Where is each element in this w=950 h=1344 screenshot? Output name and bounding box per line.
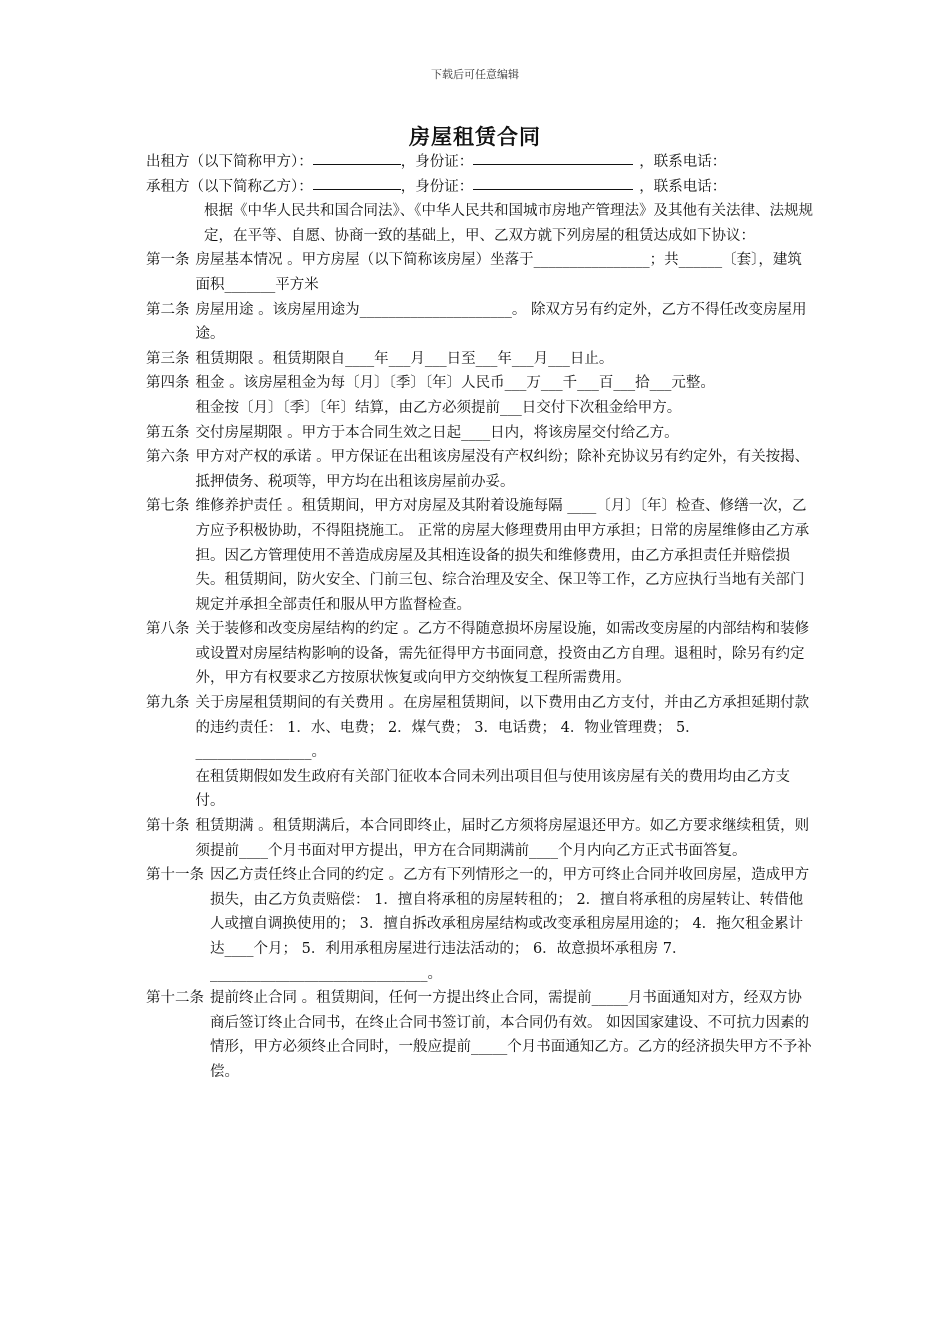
contract-body [146, 150, 816, 1085]
article [146, 814, 816, 863]
article [146, 863, 816, 986]
lessee-name-blank [313, 175, 401, 190]
article-text: 租赁期限 。租赁期限自____年___月___日至___年___月___日止。 [195, 350, 614, 367]
article [146, 421, 816, 446]
document-title: 房屋租赁合同 [409, 124, 541, 149]
lessor-id-blank [473, 150, 633, 165]
header-note: 下载后可任意编辑 [431, 68, 519, 81]
article [146, 248, 816, 297]
article-number: 第四条 [146, 375, 190, 392]
lessor-name-blank [313, 150, 401, 165]
article-text: 甲方对产权的承诺 。甲方保证在出租该房屋没有产权纠纷；除补充协议另有约定外，有关按揭、抵押债务、税项等，甲方均在出租该房屋前办妥。 [195, 449, 810, 490]
article-text: 房屋基本情况 。甲方房屋（以下简称该房屋）坐落于________________；共______〔套〕，建筑面积_______平方米 [195, 252, 802, 293]
article-number: 第五条 [146, 424, 190, 441]
article-number: 第七条 [146, 498, 190, 515]
article [146, 298, 816, 347]
article-text: 维修养护责任 。租赁期间，甲方对房屋及其附着设施每隔 ____〔月〕〔年〕检查、修缮一次，乙方应予积极协助，不得阻挠施工。 正常的房屋大修理费用由甲方承担；日常的房屋维修由乙方承担。因乙方管理使用不善造成房屋及其相连设备的损失和维修费用，由乙方承担责任并赔偿损失。租赁期间，防火安全、门前三包、综合治理及安全、保卫等工作，乙方应执行当地有关部门规定并承担全部责任和服从甲方监督检查。 [195, 498, 810, 613]
article-number: 第十一条 [146, 867, 204, 884]
article-number: 第八条 [146, 621, 190, 638]
lessee-phone-label: ，联系电话： [639, 178, 727, 195]
lessor-id-label: ，身份证： [400, 154, 474, 170]
article-text: 交付房屋期限 。甲方于本合同生效之日起____日内，将该房屋交付给乙方。 [195, 424, 679, 441]
article-number: 第二条 [146, 301, 190, 318]
article [146, 445, 816, 494]
lessee-id-label: ，身份证： [400, 178, 474, 195]
lessor-phone-label: ，联系电话： [639, 154, 727, 170]
article-number: 第六条 [146, 449, 190, 466]
article-number: 第十二条 [146, 990, 204, 1007]
article-text: 房屋用途 。该房屋用途为_____________________。 除双方另有约定外，乙方不得任改变房屋用途。 [195, 301, 807, 343]
article-text: 关于房屋租赁期间的有关费用 。在房屋租赁期间，以下费用由乙方支付，并由乙方承担延期付款的违约责任： 1．水、电费； 2．煤气费； 3．电话费； 4．物业管理费； 5．________________。 [195, 695, 810, 761]
lessee-id-blank [473, 175, 633, 190]
article-text-continued: 租金按〔月〕〔季〕〔年〕结算，由乙方必须提前___日交付下次租金给甲方。 [195, 399, 682, 416]
article [146, 617, 816, 691]
article-text: 因乙方责任终止合同的约定 。乙方有下列情形之一的，甲方可终止合同并收回房屋，造成甲方损失，由乙方负责赔偿： 1．擅自将承租的房屋转租的； 2．擅自将承租的房屋转让、转借他人或擅自调换使用的； 3．擅自拆改承租房屋结构或改变承租房屋用途的； 4．拖欠租金累计达____个月； 5．利用承租房屋进行违法活动的； 6．故意损坏承租房 7．______________________________。 [210, 867, 810, 982]
lessor-label: 出租方（以下简称甲方）： [146, 154, 313, 170]
article [146, 371, 816, 420]
article-text: 提前终止合同 。租赁期间，任何一方提出终止合同，需提前_____月书面通知对方，经双方协商后签订终止合同书，在终止合同书签订前，本合同仍有效。 如因国家建设、不可抗力因素的情形，甲方必须终止合同时，一般应提前_____个月书面通知乙方。乙方的经济损失甲方不予补偿。 [210, 990, 812, 1080]
article [146, 494, 816, 617]
article-text: 租赁期满 。租赁期满后，本合同即终止，届时乙方须将房屋退还甲方。如乙方要求继续租赁，则须提前____个月书面对甲方提出，甲方在合同期满前____个月内向乙方正式书面答复。 [195, 818, 810, 859]
lessor-line [146, 150, 816, 175]
lessee-line [146, 175, 816, 200]
article [146, 691, 816, 814]
intro-paragraph: 根据《中华人民共和国合同法》、《中华人民共和国城市房地产管理法》及其他有关法律、法规规定，在平等、自愿、协商一致的基础上，甲、乙双方就下列房屋的租赁达成如下协议： [204, 203, 813, 244]
article-number: 第十条 [146, 818, 190, 835]
article-number: 第一条 [146, 252, 190, 269]
lessee-label: 承租方（以下简称乙方）： [146, 178, 313, 195]
article [146, 347, 816, 372]
article-number: 第九条 [146, 695, 190, 712]
article-number: 第三条 [146, 350, 190, 367]
article-text-continued: 在租赁期假如发生政府有关部门征收本合同未列出项目但与使用该房屋有关的费用均由乙方支付。 [195, 768, 790, 810]
article-list [146, 248, 816, 1084]
article-text: 关于装修和改变房屋结构的约定 。乙方不得随意损坏房屋设施，如需改变房屋的内部结构和装修或设置对房屋结构影响的设备，需先征得甲方书面同意，投资由乙方自理。退租时，除另有约定外，甲方有权要求乙方按原状恢复或向甲方交纳恢复工程所需费用。 [195, 621, 810, 687]
article-text: 租金 。该房屋租金为每〔月〕〔季〕〔年〕人民币___万___千___百___拾___元整。 [195, 375, 715, 392]
article [146, 986, 816, 1084]
